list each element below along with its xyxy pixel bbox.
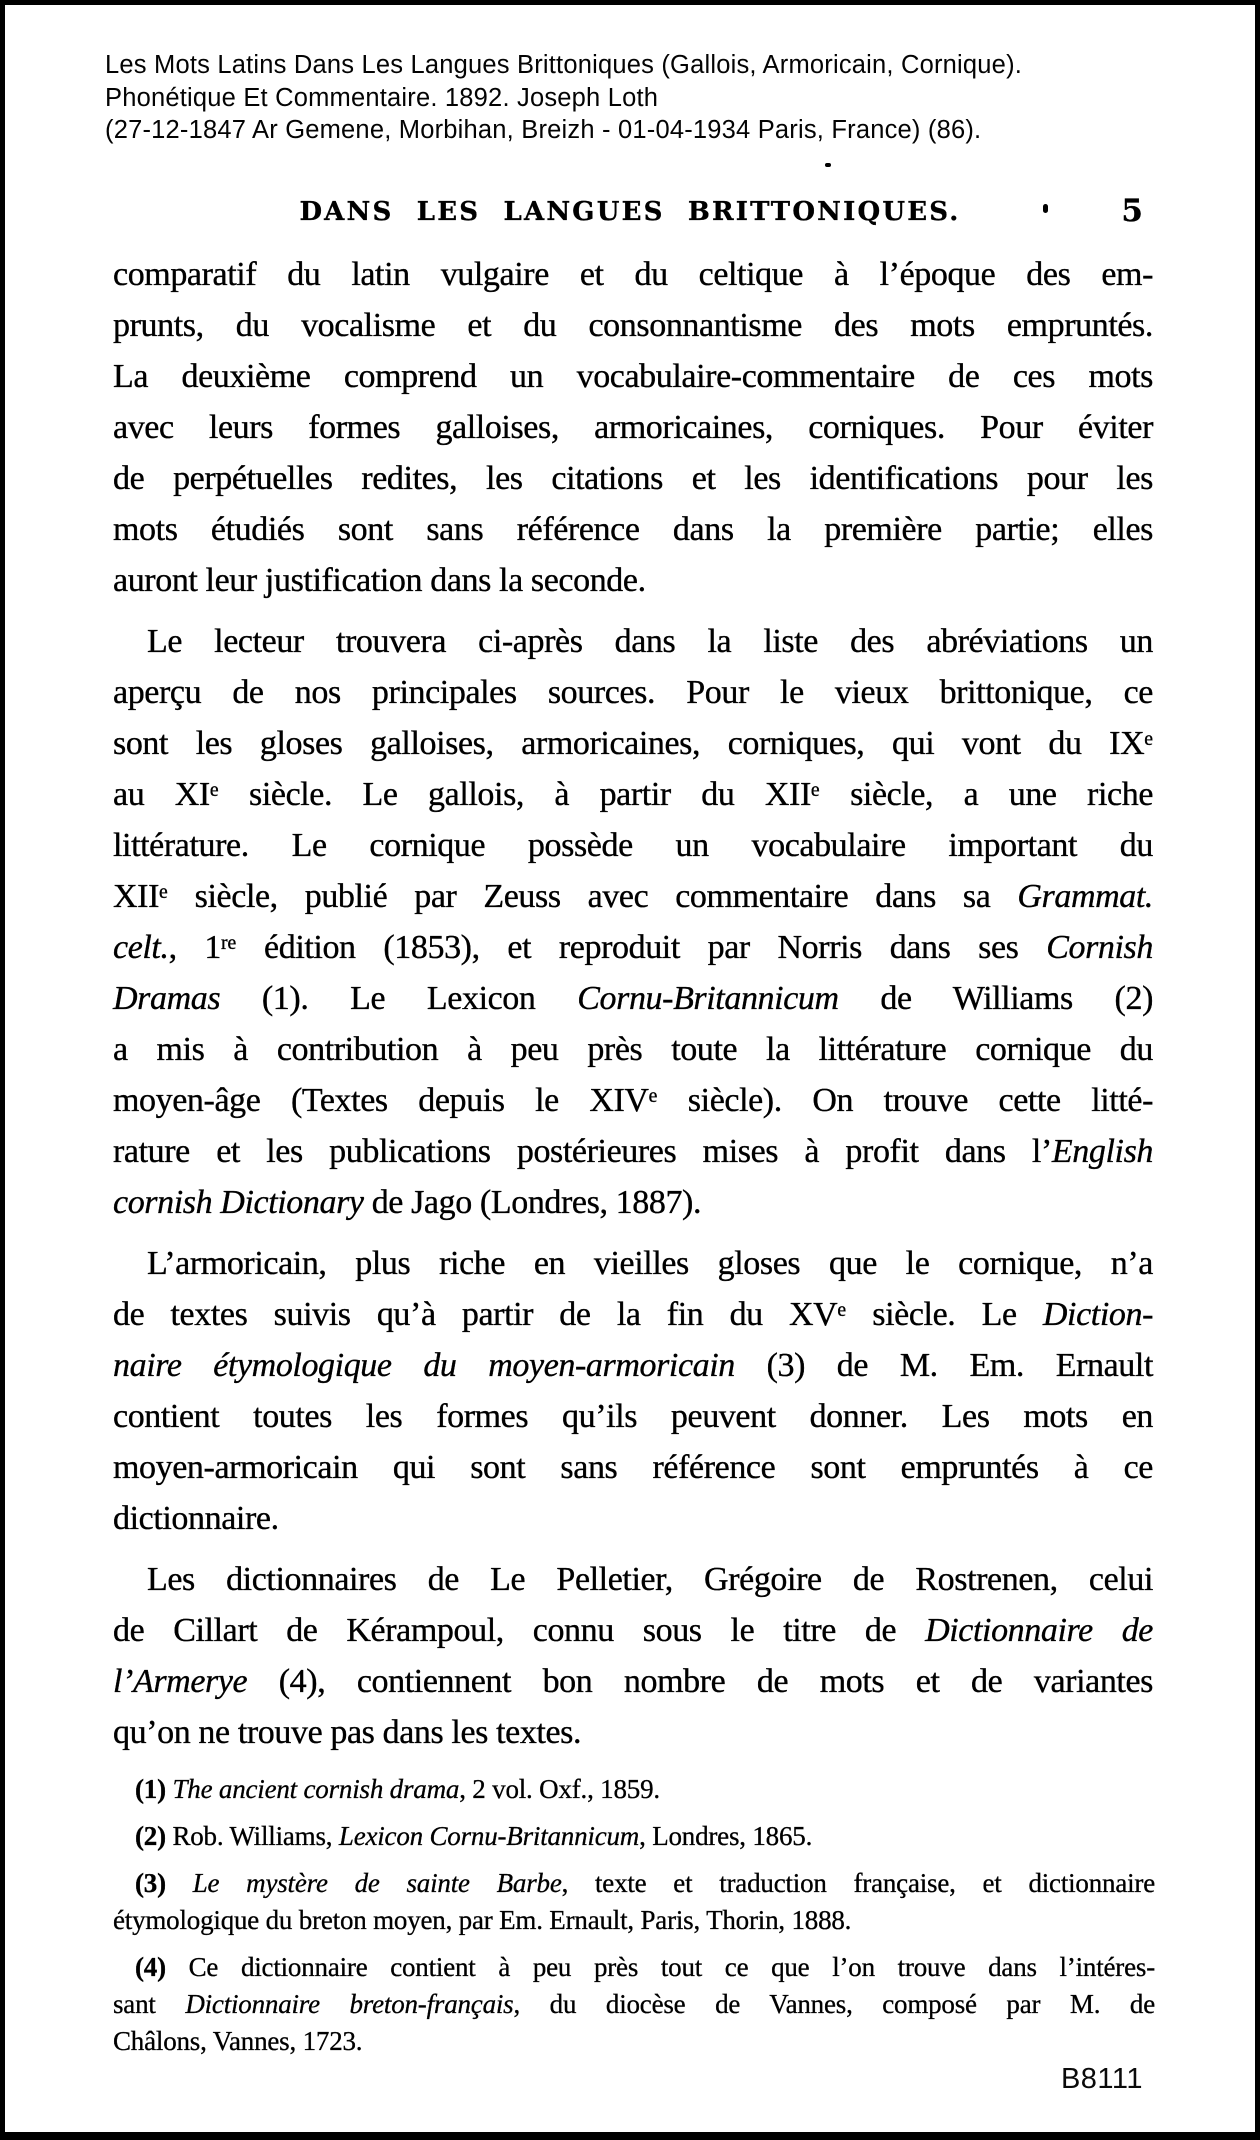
footnote-number: (2) xyxy=(135,1821,166,1851)
text-line: celt., 1re édition (1853), et reproduit par Norris dans ses Cornish xyxy=(113,929,1153,966)
superscript: e xyxy=(810,778,820,801)
text-line: qu’on ne trouve pas dans les textes. xyxy=(113,1714,582,1751)
text-line: Dramas (1). Le Lexicon Cornu-Britannicum de Williams (2) xyxy=(113,980,1153,1017)
text-line: mots étudiés sont sans référence dans la première partie; elles xyxy=(113,511,1153,548)
text-line: Le lecteur trouvera ci-après dans la liste des abréviations un xyxy=(147,623,1153,660)
italic-text: Dramas xyxy=(113,980,221,1017)
footnote-line: (3) Le mystère de sainte Barbe, texte et traduction française, et dictionnaire xyxy=(135,1868,1155,1898)
footnote-line: (2) Rob. Williams, Lexicon Cornu-Britannicum, Londres, 1865. xyxy=(135,1821,813,1851)
footnote-line: Châlons, Vannes, 1723. xyxy=(113,2026,363,2056)
text-line: aperçu de nos principales sources. Pour le vieux brittonique, ce xyxy=(113,674,1153,711)
catalog-header-line-1: Les Mots Latins Dans Les Langues Brittoniques (Gallois, Armoricain, Cornique). xyxy=(105,51,1023,79)
superscript: e xyxy=(209,778,219,801)
text-line: cornish Dictionary de Jago (Londres, 1887). xyxy=(113,1184,702,1221)
paragraph xyxy=(113,1238,1153,1544)
text-line: de Cillart de Kérampoul, connu sous le titre de Dictionnaire de xyxy=(113,1612,1153,1649)
superscript: e xyxy=(648,1084,658,1107)
superscript: re xyxy=(221,931,237,954)
text-line: rature et les publications postérieures mises à profit dans l’English xyxy=(113,1133,1153,1170)
text-line: La deuxième comprend un vocabulaire-commentaire de ces mots xyxy=(113,358,1153,395)
text-line: sont les gloses galloises, armoricaines, corniques, qui vont du IXe xyxy=(113,725,1153,762)
footnote xyxy=(113,1949,1155,2060)
italic-text: Cornish xyxy=(1046,929,1153,966)
italic-text: Grammat. xyxy=(1017,878,1153,915)
italic-text: Diction- xyxy=(1042,1296,1153,1333)
footnote-line: sant Dictionnaire breton-français, du diocèse de Vannes, composé par M. de xyxy=(113,1989,1155,2019)
text-line: moyen-armoricain qui sont sans référence sont empruntés à ce xyxy=(113,1449,1153,1486)
body-text xyxy=(113,249,1153,1768)
text-line: de perpétuelles redites, les citations et les identifications pour les xyxy=(113,460,1153,497)
italic-text: Cornu-Britannicum xyxy=(577,980,839,1017)
footnote-number: (1) xyxy=(135,1774,166,1804)
footnote-line: (1) The ancient cornish drama, 2 vol. Oxf., 1859. xyxy=(135,1774,660,1804)
text-line: naire étymologique du moyen-armoricain (3) de M. Em. Ernault xyxy=(113,1347,1153,1384)
text-line: contient toutes les formes qu’ils peuvent donner. Les mots en xyxy=(113,1398,1153,1435)
catalog-header xyxy=(105,49,1022,147)
text-line: L’armoricain, plus riche en vieilles gloses que le cornique, n’a xyxy=(147,1245,1153,1282)
footnote-line: étymologique du breton moyen, par Em. Ernault, Paris, Thorin, 1888. xyxy=(113,1905,852,1935)
text-line: l’Armerye (4), contiennent bon nombre de mots et de variantes xyxy=(113,1663,1153,1700)
superscript: e xyxy=(837,1298,847,1321)
footnotes xyxy=(113,1771,1155,2070)
italic-text: Dictionnaire breton-français xyxy=(185,1989,514,2019)
text-line: de textes suivis qu’à partir de la fin du XVe siècle. Le Diction- xyxy=(113,1296,1153,1333)
footnote xyxy=(113,1818,1155,1855)
text-line: au XIe siècle. Le gallois, à partir du XIIe siècle, a une riche xyxy=(113,776,1154,813)
italic-text: cornish Dictionary xyxy=(113,1184,364,1221)
text-line: littérature. Le cornique possède un vocabulaire important du xyxy=(113,827,1153,864)
italic-text: l’Armerye xyxy=(113,1663,248,1700)
paragraph xyxy=(113,249,1153,606)
footnote-number: (3) xyxy=(135,1868,166,1898)
superscript: e xyxy=(159,880,168,903)
italic-text: naire étymologique du moyen-armoricain xyxy=(113,1347,735,1384)
text-line: a mis à contribution à peu près toute la littérature cornique du xyxy=(113,1031,1153,1068)
text-line: comparatif du latin vulgaire et du celtique à l’époque des em- xyxy=(113,256,1153,293)
footnote xyxy=(113,1771,1155,1808)
superscript: e xyxy=(1144,727,1153,750)
scan-artifact-dot xyxy=(825,163,831,167)
text-line: prunts, du vocalisme et du consonnantisme des mots empruntés. xyxy=(113,307,1153,344)
catalog-mark: B8111 xyxy=(1060,2063,1143,2095)
paragraph xyxy=(113,1554,1153,1758)
text-line: avec leurs formes galloises, armoricaines, corniques. Pour éviter xyxy=(113,409,1153,446)
paragraph xyxy=(113,616,1153,1228)
footnote-line: (4) Ce dictionnaire contient à peu près tout ce que l’on trouve dans l’intéres- xyxy=(135,1952,1155,1982)
italic-text: Le mystère de sainte Barbe xyxy=(192,1868,562,1898)
footnote-number: (4) xyxy=(135,1952,166,1982)
text-line: moyen-âge (Textes depuis le XIVe siècle). On trouve cette litté- xyxy=(113,1082,1154,1119)
italic-text: The ancient cornish drama xyxy=(172,1774,460,1804)
italic-text: English xyxy=(1051,1133,1153,1170)
catalog-header-line-3: (27-12-1847 Ar Gemene, Morbihan, Breizh - 01-04-1934 Paris, France) (86). xyxy=(105,116,982,144)
italic-text: Dictionnaire de xyxy=(925,1612,1153,1649)
text-line: dictionnaire. xyxy=(113,1500,279,1537)
italic-text: Lexicon Cornu-Britannicum xyxy=(338,1821,640,1851)
text-line: auront leur justification dans la seconde. xyxy=(113,562,646,599)
text-line: XIIe siècle, publié par Zeuss avec commentaire dans sa Grammat. xyxy=(113,878,1153,915)
footnote xyxy=(113,1865,1155,1939)
text-line: Les dictionnaires de Le Pelletier, Grégoire de Rostrenen, celui xyxy=(147,1561,1153,1598)
catalog-header-line-2: Phonétique Et Commentaire. 1892. Joseph Loth xyxy=(105,83,659,112)
running-head-title: DANS LES LANGUES BRITTONIQUES. xyxy=(299,197,961,227)
italic-text: celt. xyxy=(113,929,169,966)
page-number: 5 xyxy=(1121,193,1143,229)
